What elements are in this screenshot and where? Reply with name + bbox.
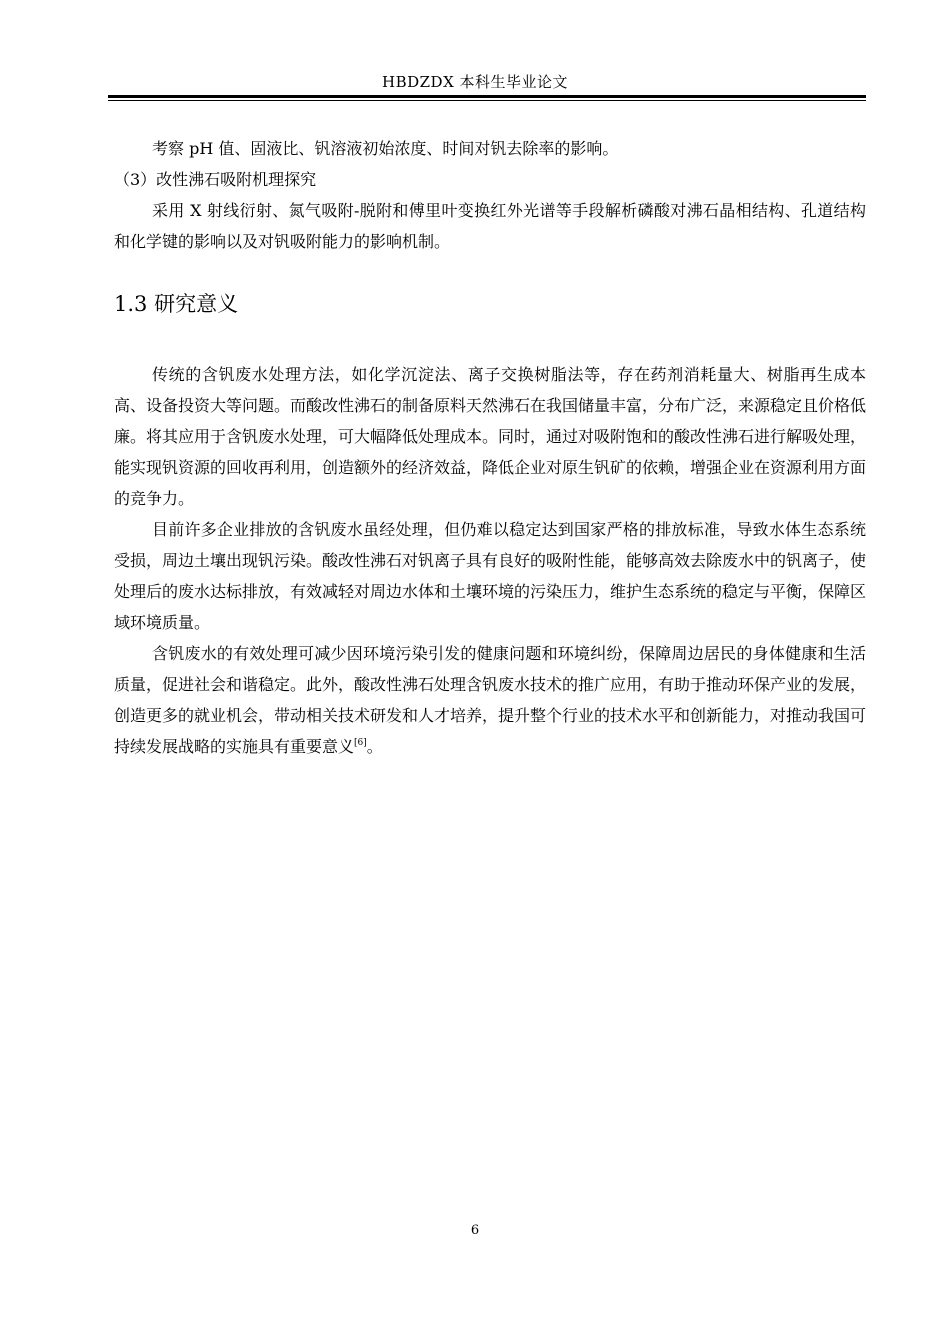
item3-body: 采用 X 射线衍射、氮气吸附-脱附和傅里叶变换红外光谱等手段解析磷酸对沸石晶相结构、孔道结构和化学键的影响以及对钒吸附能力的影响机制。 — [114, 201, 866, 251]
item3-heading: （3）改性沸石吸附机理探究 — [114, 170, 317, 189]
section-heading: 1.3 研究意义 — [114, 292, 239, 316]
page-number: 6 — [470, 1223, 480, 1238]
paragraph-2: 目前许多企业排放的含钒废水虽经处理，但仍难以稳定达到国家严格的排放标准，导致水体生态系统受损，周边土壤出现钒污染。酸改性沸石对钒离子具有良好的吸附性能，能够高效去除废水中的钒离子，使处理后的废水达标排放，有效减轻对周边水体和土壤环境的污染压力，维护生态系统的稳定与平衡，保障区域环境质量。 — [114, 520, 867, 632]
section-body — [114, 359, 866, 762]
header-rule-thick — [108, 95, 866, 98]
paragraph-3-text: 含钒废水的有效处理可减少因环境污染引发的健康问题和环境纠纷，保障周边居民的身体健康和生活质量，促进社会和谐稳定。此外，酸改性沸石处理含钒废水技术的推广应用，有助于推动环保产业的发展，创造更多的就业机会，带动相关技术研发和人才培养，提升整个行业的技术水平和创新能力，对推动我国可持续发展战略的实施具有重要意义 — [114, 644, 867, 756]
paragraph-3 — [114, 638, 866, 762]
paragraph-3-ending: 。 — [366, 737, 383, 756]
citation-marker: [6] — [354, 738, 367, 748]
paragraph-1: 传统的含钒废水处理方法，如化学沉淀法、离子交换树脂法等，存在药剂消耗量大、树脂再生成本高、设备投资大等问题。而酸改性沸石的制备原料天然沸石在我国储量丰富，分布广泛，来源稳定且价格低廉。将其应用于含钒废水处理，可大幅降低处理成本。同时，通过对吸附饱和的酸改性沸石进行解吸处理，能实现钒资源的回收再利用，创造额外的经济效益，降低企业对原生钒矿的依赖，增强企业在资源利用方面的竞争力。 — [114, 365, 867, 508]
header-title: HBDZDX 本科生毕业论文 — [381, 73, 569, 91]
objective-line: 考察 pH 值、固液比、钒溶液初始浓度、时间对钒去除率的影响。 — [152, 139, 619, 158]
top-text-block — [114, 133, 866, 257]
header-rule-thin — [108, 100, 866, 101]
